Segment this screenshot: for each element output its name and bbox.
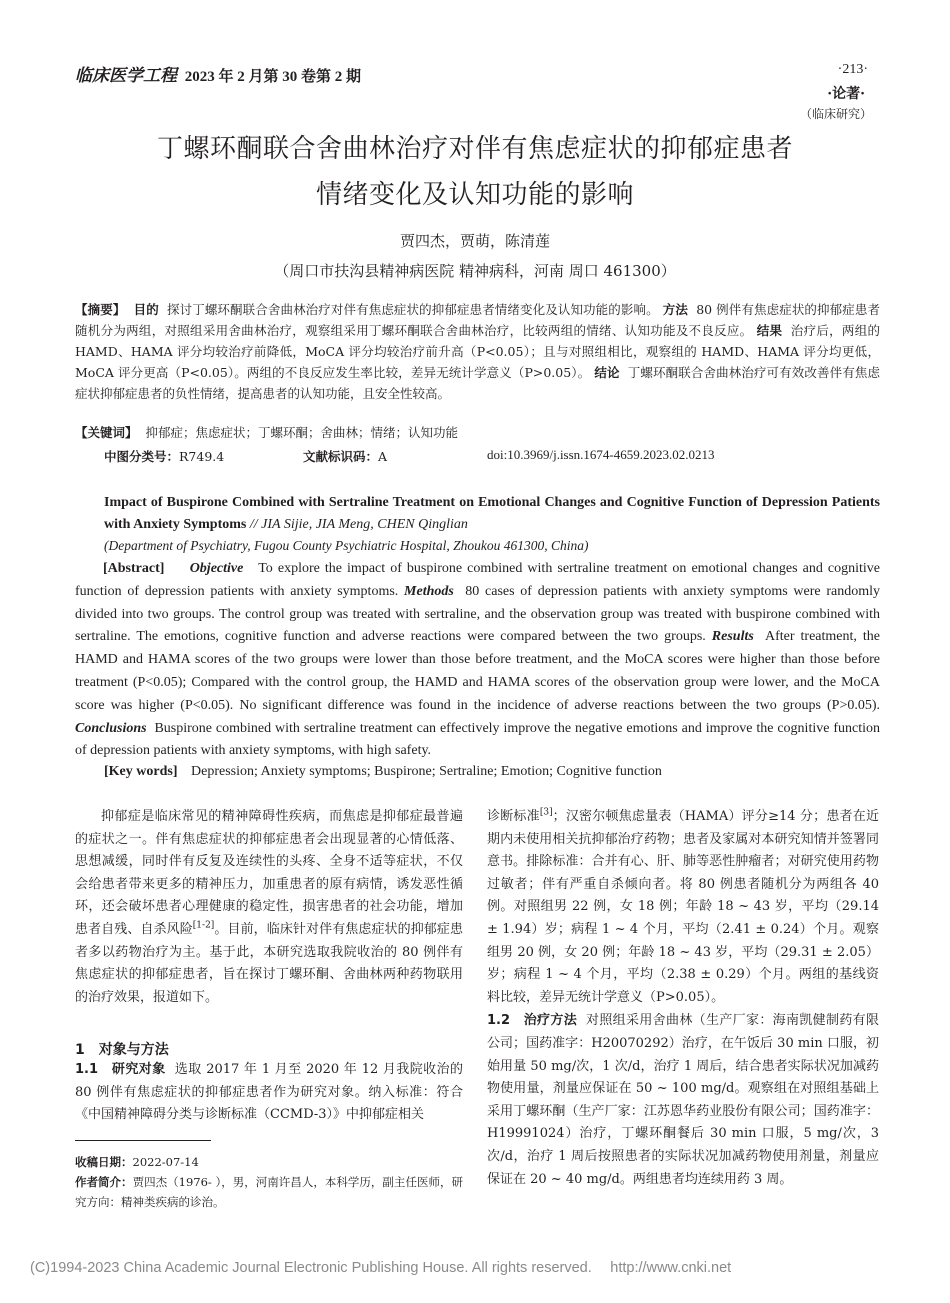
english-results-text: After treatment, the HAMD and HAMA scores of the two groups were lower than those before treatment, and the MoCA scores were higher than those before treatment (P<0.05); Compared with the control group, the HAMD and HAMA scores of the observation group were lower, and the MoCA score was higher (P<0.05). No significant difference was found in the incidence of adverse reactions between the two groups (P>0.05). [75, 629, 880, 713]
objective-label: 目的 [133, 302, 159, 317]
clc-value: R749.4 [179, 449, 225, 464]
doc-code-value: A [378, 449, 388, 464]
received-date: 2022-07-14 [132, 1155, 199, 1169]
keywords-label: 【关键词】 [75, 425, 138, 440]
footnote-divider [75, 1140, 211, 1141]
intro-tail: 。目前，临床针对伴有焦虑症状的抑郁症患者多以药物治疗为主。基于此，本研究选取我院收治的 80 例伴有焦虑症状的抑郁症患者，旨在探讨丁螺环酮、舍曲林两种药物联用的治疗效果，报道如下。 [75, 921, 463, 1005]
conclusion-text: 丁螺环酮联合舍曲林治疗可有效改善伴有焦虑症状抑郁症患者的负性情绪，提高患者的认知功能，且安全性较高。 [75, 365, 880, 401]
clc-label: 中图分类号： [104, 449, 180, 464]
english-conclusions-label: Conclusions [75, 720, 147, 736]
right-para-reference: [3] [539, 807, 553, 818]
keywords-text: 抑郁症；焦虑症状；丁螺环酮；舍曲林；情绪；认知功能 [145, 425, 458, 440]
english-title-text: Impact of Buspirone Combined with Sertraline Treatment on Emotional Changes and Cognitive Function of Depression Patients with Anxiety Symptoms [104, 495, 880, 532]
english-title [104, 492, 880, 536]
authors: 贾四杰，贾萌，陈清莲 [399, 232, 550, 250]
doi: doi:10.3969/j.issn.1674-4659.2023.02.0213 [487, 447, 715, 462]
journal-issue: 2023 年 2 月第 30 卷第 2 期 [184, 69, 362, 85]
clc-number [104, 447, 224, 465]
right-para-start: 诊断标准 [487, 809, 540, 824]
section-1-1-text: 选取 2017 年 1 月至 2020 年 12 月我院收治的 80 例伴有焦虑症状的抑郁症患者作为研究对象。纳入标准：符合《中国精神障碍分类与诊断标准（CCMD-3）》中抑郁症相关 [75, 1062, 464, 1123]
english-objective-label: Objective [189, 561, 244, 576]
journal-name: 临床医学工程 [75, 66, 177, 85]
intro-text: 抑郁症是临床常见的精神障碍性疾病，而焦虑是抑郁症最普遍的症状之一。伴有焦虑症状的抑郁症患者会出现显著的心情低落、思想减缓，同时伴有反复及连续性的头疼、全身不适等症状，不仅会给患者带来更多的精神压力，加重患者的原有病情，诱发恶性循环，还会破坏患者心理健康的稳定性，损害患者的社会功能，增加患者自残、自杀风险 [75, 809, 463, 937]
right-para-rest: ；汉密尔顿焦虑量表（HAMA）评分≥14 分；患者在近期内未使用相关抗抑郁治疗药物；患者及家属对本研究知情并签署同意书。排除标准：合并有心、肝、肺等恶性肿瘤者；对研究使用药物过敏者；伴有严重自杀倾向者。将 80 例患者随机分为两组各 40 例。对照组男 22 例，女 18 例；年龄 18 ~ 43 岁，平均（29.14 ± 1.94）岁；病程 1 ~ 4 个月，平均（2.41 ± 0.24）个月。观察组男 20 例，女 20 例；年龄 18 ~ 43 岁，平均（29.31 ± 2.05）岁；病程 1 ~ 4 个月，平均（2.38 ± 0.29）个月。两组的基线资料比较，差异无统计学意义（P>0.05）。 [487, 809, 879, 1005]
copyright-notice: (C)1994-2023 China Academic Journal Electronic Publishing House. All rights reserved. http://www.cnki.net [30, 1260, 732, 1276]
title-line-1: 丁螺环酮联合舍曲林治疗对伴有焦虑症状的抑郁症患者 [156, 134, 793, 164]
section-1-1-label: 1.1 研究对象 [75, 1062, 166, 1077]
affiliation: （周口市扶沟县精神病医院 精神病科，河南 周口 461300） [274, 262, 676, 280]
section-heading-1: 1 对象与方法 [75, 1042, 169, 1058]
journal-header [75, 61, 361, 86]
article-subcategory: （临床研究） [799, 107, 872, 121]
english-abstract-label: [Abstract] [103, 561, 165, 576]
english-results-label: Results [711, 629, 754, 645]
section-1-2-text: 对照组采用舍曲林（生产厂家：海南凯健制药有限公司；国药准字：H20070292）治疗，在午饭后 30 min 口服，初始用量 50 mg/次，1 次/d，治疗 1 周后，结合患者实际状况加减药物使用量，剂量应保证在 50 ~ 100 mg/d。观察组在对照组基础上采用丁螺环酮（生产厂家：江苏恩华药业股份有限公司；国药准字：H19991024）治疗，丁螺环酮餐后 30 min 口服，5 mg/次，3 次/d，治疗 1 周后按照患者的实际状况加减药物使用剂量，剂量应保证在 20 ~ 40 mg/d。两组患者均连续用药 3 周。 [487, 1013, 879, 1187]
english-conclusions-text: Buspirone combined with sertraline treatment can effectively improve the negative emotions and improve the cognitive function of depression patients with anxiety symptoms, with high safety. [75, 720, 881, 759]
results-text: 治疗后，两组的 HAMD、HAMA 评分均较治疗前降低，MoCA 评分均较治疗前升高（P<0.05）；且与对照组相比，观察组的 HAMD、HAMA 评分均更低，MoCA 评分更高（P<0.05）。两组的不良反应发生率比较，差异无统计学意义（P>0.05）。 [75, 323, 880, 380]
received-label: 收稿日期： [75, 1155, 133, 1169]
body-right-column [487, 806, 879, 1191]
english-affiliation: (Department of Psychiatry, Fugou County Psychiatric Hospital, Zhoukou 461300, China) [104, 538, 589, 553]
methods-label: 方法 [662, 302, 689, 317]
english-methods-text: 80 cases of depression patients with anxiety symptoms were randomly divided into two groups. The control group was treated with sertraline, and the observation group was treated with buspirone combined with sertraline. The emotions, cognitive function and adverse reactions were compared between the two groups. [75, 583, 881, 645]
article-category: ·论著· [827, 86, 865, 102]
section-1-1 [75, 1059, 463, 1127]
english-abstract [75, 558, 880, 763]
english-authors: // JIA Sijie, JIA Meng, CHEN Qinglian [249, 517, 468, 532]
methods-text: 80 例伴有焦虑症状的抑郁症患者随机分为两组，对照组采用舍曲林治疗，观察组采用丁螺环酮联合舍曲林治疗，比较两组的情绪、认知功能及不良反应。 [75, 302, 880, 338]
title-line-2: 情绪变化及认知功能的影响 [315, 180, 634, 210]
english-methods-label: Methods [404, 583, 454, 599]
chinese-abstract [75, 299, 880, 404]
document-code [303, 447, 387, 465]
section-1-2-label: 1.2 治疗方法 [487, 1013, 578, 1029]
page-number: ·213· [837, 62, 868, 77]
intro-reference: [1-2] [192, 920, 215, 931]
body-intro [75, 806, 463, 1009]
footnotes [75, 1152, 463, 1212]
author-bio-label: 作者简介： [75, 1175, 133, 1189]
conclusion-label: 结论 [594, 365, 620, 380]
doc-code-label: 文献标识码： [303, 449, 379, 464]
abstract-label: 【摘要】 [75, 302, 126, 317]
english-keywords [104, 764, 662, 780]
results-label: 结果 [756, 323, 783, 338]
objective-text: 探讨丁螺环酮联合舍曲林治疗对伴有焦虑症状的抑郁症患者情绪变化及认知功能的影响。 [167, 302, 659, 317]
keywords [75, 423, 880, 441]
english-keywords-label: [Key words] [104, 764, 178, 779]
author-bio: 贾四杰（1976- ），男，河南许昌人，本科学历，副主任医师，研究方向：精神类疾病的诊治。 [75, 1175, 463, 1209]
english-keywords-text: Depression; Anxiety symptoms; Buspirone; Sertraline; Emotion; Cognitive function [191, 764, 662, 779]
english-objective-text: To explore the impact of buspirone combined with sertraline treatment on emotional changes and cognitive function of depression patients with anxiety symptoms. [75, 561, 881, 599]
